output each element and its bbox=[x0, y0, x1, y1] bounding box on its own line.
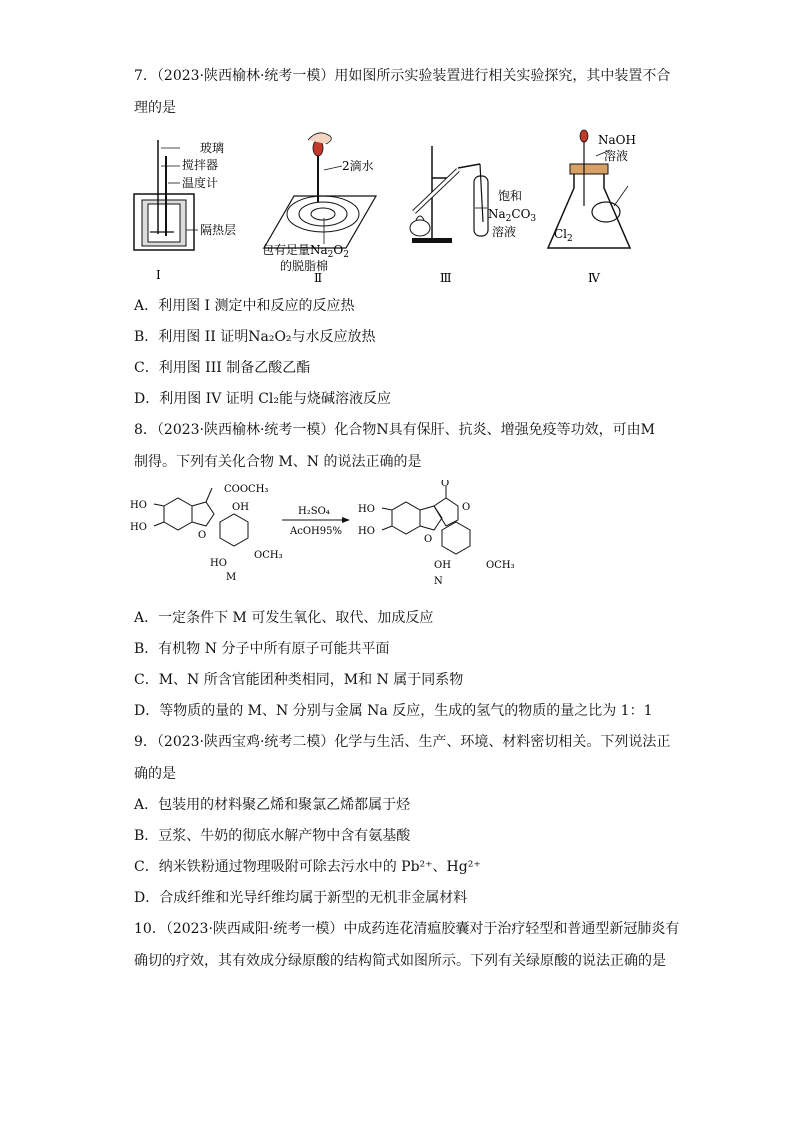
label-glass-2: 搅拌器 bbox=[182, 158, 219, 172]
label-cotton-o: O bbox=[333, 243, 344, 257]
label-na2co3-d: 3 bbox=[530, 214, 537, 224]
q9-stem-line1: 9．（2023·陕西宝鸡·统考二模）化学与生活、生产、环境、材料密切相关。下列说法正 bbox=[134, 734, 671, 750]
label-cotton-1: 包有足量Na bbox=[262, 243, 328, 257]
n-carbonyl-o: O bbox=[441, 480, 450, 489]
label-glass-1: 玻璃 bbox=[200, 141, 225, 155]
q10-stem-line1: 10．（2023·陕西咸阳·统考一模）中成药连花清瘟胶囊对于治疗轻型和普通型新冠肺炎有 bbox=[134, 921, 680, 937]
m-ho-bottom-ring: HO bbox=[210, 558, 227, 569]
q10-stem-line2: 确切的疗效，其有效成分绿原酸的结构简式如图所示。下列有关绿原酸的说法正确的是 bbox=[134, 953, 666, 969]
q8-option-a[interactable]: A．一定条件下 M 可发生氧化、取代、加成反应 bbox=[134, 610, 434, 626]
q9-option-b[interactable]: B．豆浆、牛奶的彻底水解产物中含有氨基酸 bbox=[134, 828, 411, 844]
q7-option-c[interactable]: C．利用图 III 制备乙酸乙酯 bbox=[134, 360, 311, 376]
q7-stem-line1: 7．（2023·陕西榆林·统考一模）用如图所示实验装置进行相关实验探究，其中装置不合 bbox=[134, 68, 671, 84]
svg-text:Cl2 bbox=[554, 227, 573, 244]
q7-option-d[interactable]: D．利用图 IV 证明 Cl₂能与烧碱溶液反应 bbox=[134, 391, 392, 407]
m-ho-top: HO bbox=[130, 500, 147, 511]
q7-option-b[interactable]: B．利用图 II 证明Na₂O₂与水反应放热 bbox=[134, 329, 376, 345]
numeral-iii: Ⅲ bbox=[440, 271, 452, 285]
reagent-acoh: AcOH95% bbox=[290, 526, 342, 537]
reagent-h2so4: H₂SO₄ bbox=[298, 506, 330, 517]
n-och3: OCH₃ bbox=[486, 560, 515, 571]
q8-reaction-scheme bbox=[128, 480, 548, 604]
n-ring-o-top: O bbox=[462, 502, 471, 513]
m-och3: OCH₃ bbox=[254, 550, 283, 561]
q9-option-c[interactable]: C．纳米铁粉通过物理吸附可除去污水中的 Pb²⁺、Hg²⁺ bbox=[134, 859, 481, 875]
m-ho-bottom: HO bbox=[130, 522, 147, 533]
label-naoh: NaOH bbox=[598, 133, 636, 147]
label-cotton-2: 的脱脂棉 bbox=[280, 259, 329, 273]
label-insulation: 隔热层 bbox=[200, 223, 237, 237]
label-two-drops: 2滴水 bbox=[342, 159, 374, 173]
q8-option-d[interactable]: D．等物质的量的 M、N 分别与金属 Na 反应，生成的氢气的物质的量之比为 1：1 bbox=[134, 703, 653, 719]
compound-n-label: N bbox=[434, 576, 443, 587]
n-ring-o: O bbox=[424, 534, 433, 545]
q8-option-c[interactable]: C．M、N 所含官能团种类相同，M和 N 属于同系物 bbox=[134, 672, 464, 688]
apparatus-iv bbox=[548, 130, 636, 285]
n-ho-bottom: HO bbox=[358, 526, 375, 537]
q8-option-b[interactable]: B．有机物 N 分子中所有原子可能共平面 bbox=[134, 641, 390, 657]
label-cotton-sub: 2 bbox=[327, 250, 334, 260]
q7-apparatus-figure bbox=[128, 126, 688, 290]
numeral-ii: Ⅱ bbox=[314, 271, 323, 285]
apparatus-i bbox=[134, 140, 236, 282]
label-cl: Cl bbox=[554, 227, 568, 241]
label-na2co3-b: 2 bbox=[505, 214, 512, 224]
q9-option-a[interactable]: A．包装用的材料聚乙烯和聚氯乙烯都属于烃 bbox=[134, 797, 411, 813]
apparatus-ii bbox=[262, 133, 376, 285]
numeral-iv: Ⅳ bbox=[588, 271, 600, 285]
q9-option-d[interactable]: D．合成纤维和光导纤维均属于新型的无机非金属材料 bbox=[134, 890, 468, 906]
q9-stem-line2: 确的是 bbox=[134, 766, 176, 782]
svg-text:Na2CO3 bbox=[488, 207, 536, 224]
label-solution-iii: 溶液 bbox=[492, 225, 517, 239]
q8-stem-line1: 8．（2023·陕西榆林·统考一模）化合物N具有保肝、抗炎、增强免疫等功效，可由M bbox=[134, 422, 656, 438]
label-thermometer: 温度计 bbox=[182, 176, 219, 190]
label-na2co3-c: CO bbox=[511, 207, 531, 221]
svg-text:包有足量Na2O2 bbox=[262, 243, 349, 260]
n-oh: OH bbox=[434, 560, 451, 571]
numeral-i: Ⅰ bbox=[156, 268, 161, 282]
apparatus-iii bbox=[410, 146, 536, 285]
n-ho-top: HO bbox=[358, 504, 375, 515]
m-oh-top: OH bbox=[232, 502, 249, 513]
q7-option-a[interactable]: A．利用图 I 测定中和反应的反应热 bbox=[134, 298, 355, 314]
q8-stem-line2: 制得。下列有关化合物 M、N 的说法正确的是 bbox=[134, 454, 422, 470]
label-solution-iv: 溶液 bbox=[604, 149, 629, 163]
q7-stem-line2: 理的是 bbox=[134, 100, 176, 116]
compound-m-label: M bbox=[226, 572, 237, 583]
m-cooch3: COOCH₃ bbox=[224, 484, 269, 495]
label-cl-sub: 2 bbox=[567, 234, 573, 244]
label-na2co3-a: Na bbox=[488, 207, 506, 221]
m-ring-o: O bbox=[198, 530, 207, 541]
label-cotton-sub2: 2 bbox=[343, 250, 349, 260]
label-saturated: 饱和 bbox=[498, 189, 523, 203]
